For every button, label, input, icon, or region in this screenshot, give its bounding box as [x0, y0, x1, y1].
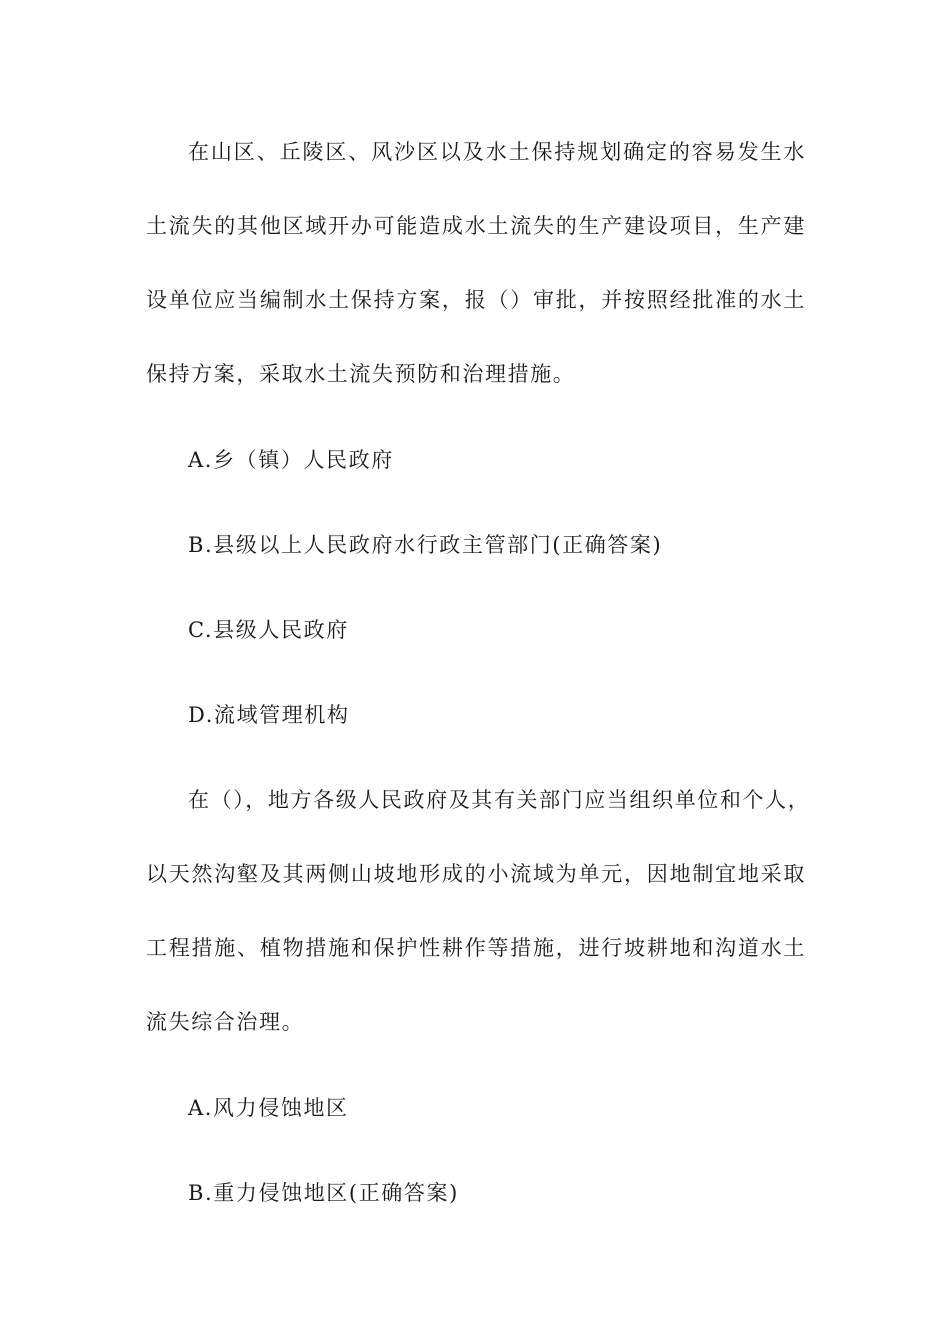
q1-option-b: B.县级以上人民政府水行政主管部门(正确答案): [188, 533, 663, 557]
q1-option-c: C.县级人民政府: [188, 618, 349, 642]
q2-stem-line-3: 工程措施、植物措施和保护性耕作等措施，进行坡耕地和沟道水土: [146, 936, 806, 960]
q2-stem-line-2: 以天然沟壑及其两侧山坡地形成的小流域为单元，因地制宜地采取: [146, 862, 806, 886]
q1-stem-line-2: 土流失的其他区域开办可能造成水土流失的生产建设项目，生产建: [146, 214, 806, 238]
q2-stem-line-4: 流失综合治理。: [146, 1010, 305, 1034]
q1-stem-line-3: 设单位应当编制水土保持方案，报（）审批，并按照经批准的水土: [146, 288, 806, 312]
q1-stem-line-1: 在山区、丘陵区、风沙区以及水土保持规划确定的容易发生水: [188, 140, 806, 164]
q1-option-a: A.乡（镇）人民政府: [188, 448, 394, 472]
q2-option-b: B.重力侵蚀地区(正确答案): [188, 1181, 459, 1205]
q2-stem-line-1: 在（），地方各级人民政府及其有关部门应当组织单位和个人，: [188, 788, 811, 812]
q1-stem-line-4: 保持方案，采取水土流失预防和治理措施。: [146, 362, 576, 386]
q2-option-a: A.风力侵蚀地区: [188, 1096, 349, 1120]
q1-option-d: D.流域管理机构: [188, 703, 350, 727]
